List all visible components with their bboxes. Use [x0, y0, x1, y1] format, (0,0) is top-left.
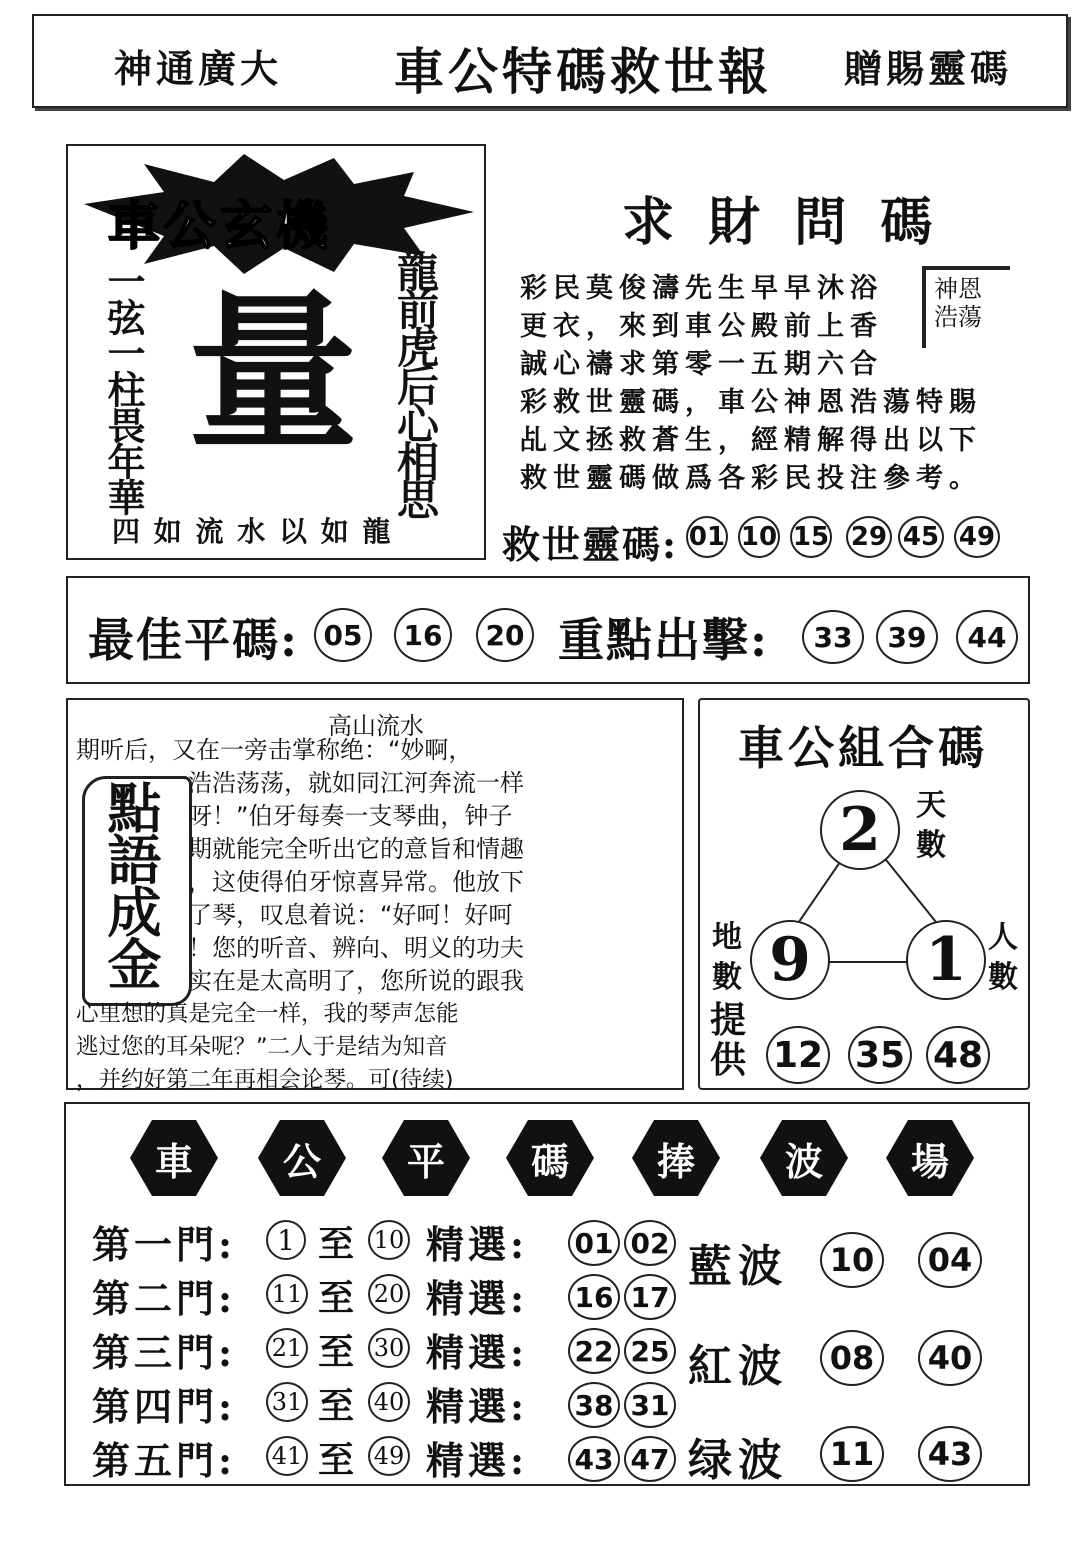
- story-line: 期听后，又在一旁击掌称绝：“妙啊，: [76, 736, 473, 764]
- qiucai-badge-text: 神恩浩蕩: [934, 275, 982, 331]
- door-zhi: 至: [318, 1223, 355, 1265]
- door-to: 40: [368, 1382, 410, 1422]
- door-zhi: 至: [318, 1331, 355, 1373]
- xuanji-banner: 車公玄機: [108, 196, 333, 257]
- qiucai-line: 乩文拯救蒼生，經精解得出以下: [520, 425, 982, 456]
- wave-red-number: 40: [918, 1330, 982, 1386]
- jiushi-number: 45: [898, 516, 944, 558]
- pick-label: 精選:: [426, 1384, 529, 1429]
- zuhe-number: 12: [766, 1026, 830, 1084]
- hex-char-text: 捧: [656, 1138, 695, 1184]
- hex-char-text: 車: [154, 1138, 193, 1184]
- ren-number: 1: [906, 920, 986, 1000]
- hex-char: [632, 1120, 720, 1196]
- door-from: 1: [266, 1220, 306, 1260]
- door-from: 41: [266, 1436, 308, 1476]
- door-row: [92, 1214, 692, 1267]
- hex-char-text: 公: [282, 1138, 321, 1184]
- best-number: 05: [314, 608, 372, 662]
- hex-char-text: 波: [784, 1138, 823, 1184]
- pick-number: 17: [624, 1274, 676, 1320]
- zuhe-number: 48: [926, 1026, 990, 1084]
- jiushi-label: 救世靈碼:: [502, 522, 679, 567]
- story-line: ！您的听音、辨向、明义的功夫: [188, 934, 524, 962]
- door-to: 49: [368, 1436, 410, 1476]
- wave-green-number: 11: [820, 1426, 884, 1482]
- wave-red-label: 紅波: [688, 1341, 788, 1392]
- pick-number: 22: [568, 1328, 620, 1374]
- page-title: 車公特碼救世報: [394, 42, 772, 101]
- qiucai-line: 彩救世靈碼，車公神恩浩蕩特賜: [520, 387, 982, 418]
- jiushi-number: 15: [790, 516, 832, 558]
- di-number: 9: [750, 920, 830, 1000]
- hex-char-text: 平: [406, 1138, 445, 1184]
- pick-number: 25: [624, 1328, 676, 1374]
- door-zhi: 至: [318, 1277, 355, 1319]
- pick-label: 精選:: [426, 1222, 529, 1267]
- pick-label: 精選:: [426, 1276, 529, 1321]
- best-numbers-box: [66, 576, 1030, 684]
- qiucai-line: 更衣，來到車公殿前上香: [520, 311, 883, 342]
- tian-label: 天數: [916, 788, 946, 863]
- pick-label: 精選:: [426, 1438, 529, 1483]
- door-row: [92, 1322, 692, 1375]
- xuanji-left-verse: 一弦一柱畏年華: [101, 262, 146, 514]
- door-row: [92, 1268, 692, 1321]
- pick-number: 47: [624, 1436, 676, 1482]
- jiushi-number: 10: [738, 516, 780, 558]
- di-label: 地數: [712, 920, 742, 995]
- wave-blue-label: 藍波: [688, 1241, 788, 1292]
- story-line: 心里想的真是完全一样，我的琴声怎能: [76, 1001, 459, 1027]
- qiucai-text: [520, 270, 982, 498]
- story-line: 逃过您的耳朵呢？”二人于是结为知音: [76, 1034, 448, 1060]
- door-from: 11: [266, 1274, 308, 1314]
- story-line: 实在是太高明了，您所说的跟我: [188, 967, 524, 995]
- door-from: 21: [266, 1328, 308, 1368]
- header-right: 贈賜靈碼: [844, 46, 1013, 91]
- story-title: 高山流水: [328, 712, 424, 740]
- ren-label: 人數: [988, 920, 1018, 995]
- hex-char-text: 場: [910, 1138, 949, 1184]
- best-number: 16: [394, 608, 452, 662]
- qiucai-line: 彩民莫俊濤先生早早沐浴: [520, 273, 883, 304]
- story-box: [66, 698, 684, 1093]
- jiushi-number: 29: [846, 516, 892, 558]
- hex-char: [130, 1120, 218, 1196]
- provide-label: 提供: [710, 999, 747, 1081]
- qiucai-line: 誠心禱求第零一五期六合: [520, 349, 883, 380]
- story-line: ，这使得伯牙惊喜异常。他放下: [188, 868, 524, 896]
- hex-char: [258, 1120, 346, 1196]
- zuhe-number: 35: [848, 1026, 912, 1084]
- door-from: 31: [266, 1382, 308, 1422]
- hex-char: [382, 1120, 470, 1196]
- jiushi-number: 49: [954, 516, 1000, 558]
- focus-number: 39: [876, 610, 938, 664]
- door-label: 第四門:: [92, 1384, 237, 1429]
- xuanji-right-verse: 龍前虎后心相思: [391, 250, 440, 516]
- qiucai-line: 救世靈碼做爲各彩民投注參考。: [520, 463, 982, 494]
- door-label: 第三門:: [92, 1330, 237, 1375]
- door-label: 第二門:: [92, 1276, 237, 1321]
- pick-number: 01: [568, 1220, 620, 1266]
- story-line: 呀！”伯牙每奏一支琴曲，钟子: [188, 802, 513, 830]
- header-left: 神通廣大: [114, 46, 283, 91]
- wave-green-label: 绿波: [688, 1435, 788, 1486]
- pick-number: 31: [624, 1382, 676, 1428]
- door-row: [92, 1376, 692, 1429]
- story-line: ，并约好第二年再相会论琴。可(待续): [76, 1067, 454, 1093]
- door-label: 第一門:: [92, 1222, 237, 1267]
- story-line: 了琴，叹息着说：“好呵！好呵: [188, 901, 513, 929]
- hex-char-text: 碼: [530, 1138, 569, 1184]
- qiucai-title: 求 財 問 碼: [622, 192, 941, 253]
- wave-green-number: 43: [918, 1426, 982, 1482]
- bang-box: [64, 1102, 1030, 1486]
- xuanji-bottom-verse: 四 如 流 水 以 如 龍: [112, 515, 393, 548]
- focus-number: 33: [802, 610, 864, 664]
- door-zhi: 至: [318, 1439, 355, 1481]
- best-number: 20: [476, 608, 534, 662]
- hex-char: [506, 1120, 594, 1196]
- wave-red-number: 08: [820, 1330, 884, 1386]
- jiushi-number: 01: [686, 516, 728, 558]
- xuanji-big-char: 量: [188, 273, 359, 473]
- focus-number: 44: [956, 610, 1018, 664]
- header-banner: [32, 14, 1068, 108]
- wave-blue-number: 10: [820, 1232, 884, 1288]
- focus-label: 重點出擊:: [558, 613, 769, 667]
- pick-number: 16: [568, 1274, 620, 1320]
- tian-number: 2: [820, 790, 900, 870]
- zuhe-title: 車公組合碼: [738, 721, 988, 775]
- door-zhi: 至: [318, 1385, 355, 1427]
- wave-blue-number: 04: [918, 1232, 982, 1288]
- story-text: [76, 734, 524, 1097]
- zuhe-box: [698, 698, 1030, 1090]
- door-to: 30: [368, 1328, 410, 1368]
- door-to: 10: [368, 1220, 410, 1260]
- best-label: 最佳平碼:: [88, 613, 299, 667]
- xuanji-box: [66, 144, 486, 560]
- pick-number: 43: [568, 1436, 620, 1482]
- story-side-title: 點語成金: [99, 780, 163, 988]
- story-line: 期就能完全听出它的意旨和情趣: [188, 835, 524, 863]
- door-row: [92, 1430, 692, 1483]
- story-line: 浩浩荡荡，就如同江河奔流一样: [188, 769, 524, 797]
- hex-char: [886, 1120, 974, 1196]
- door-label: 第五門:: [92, 1438, 237, 1483]
- pick-number: 38: [568, 1382, 620, 1428]
- pick-number: 02: [624, 1220, 676, 1266]
- pick-label: 精選:: [426, 1330, 529, 1375]
- door-to: 20: [368, 1274, 410, 1314]
- hex-char: [760, 1120, 848, 1196]
